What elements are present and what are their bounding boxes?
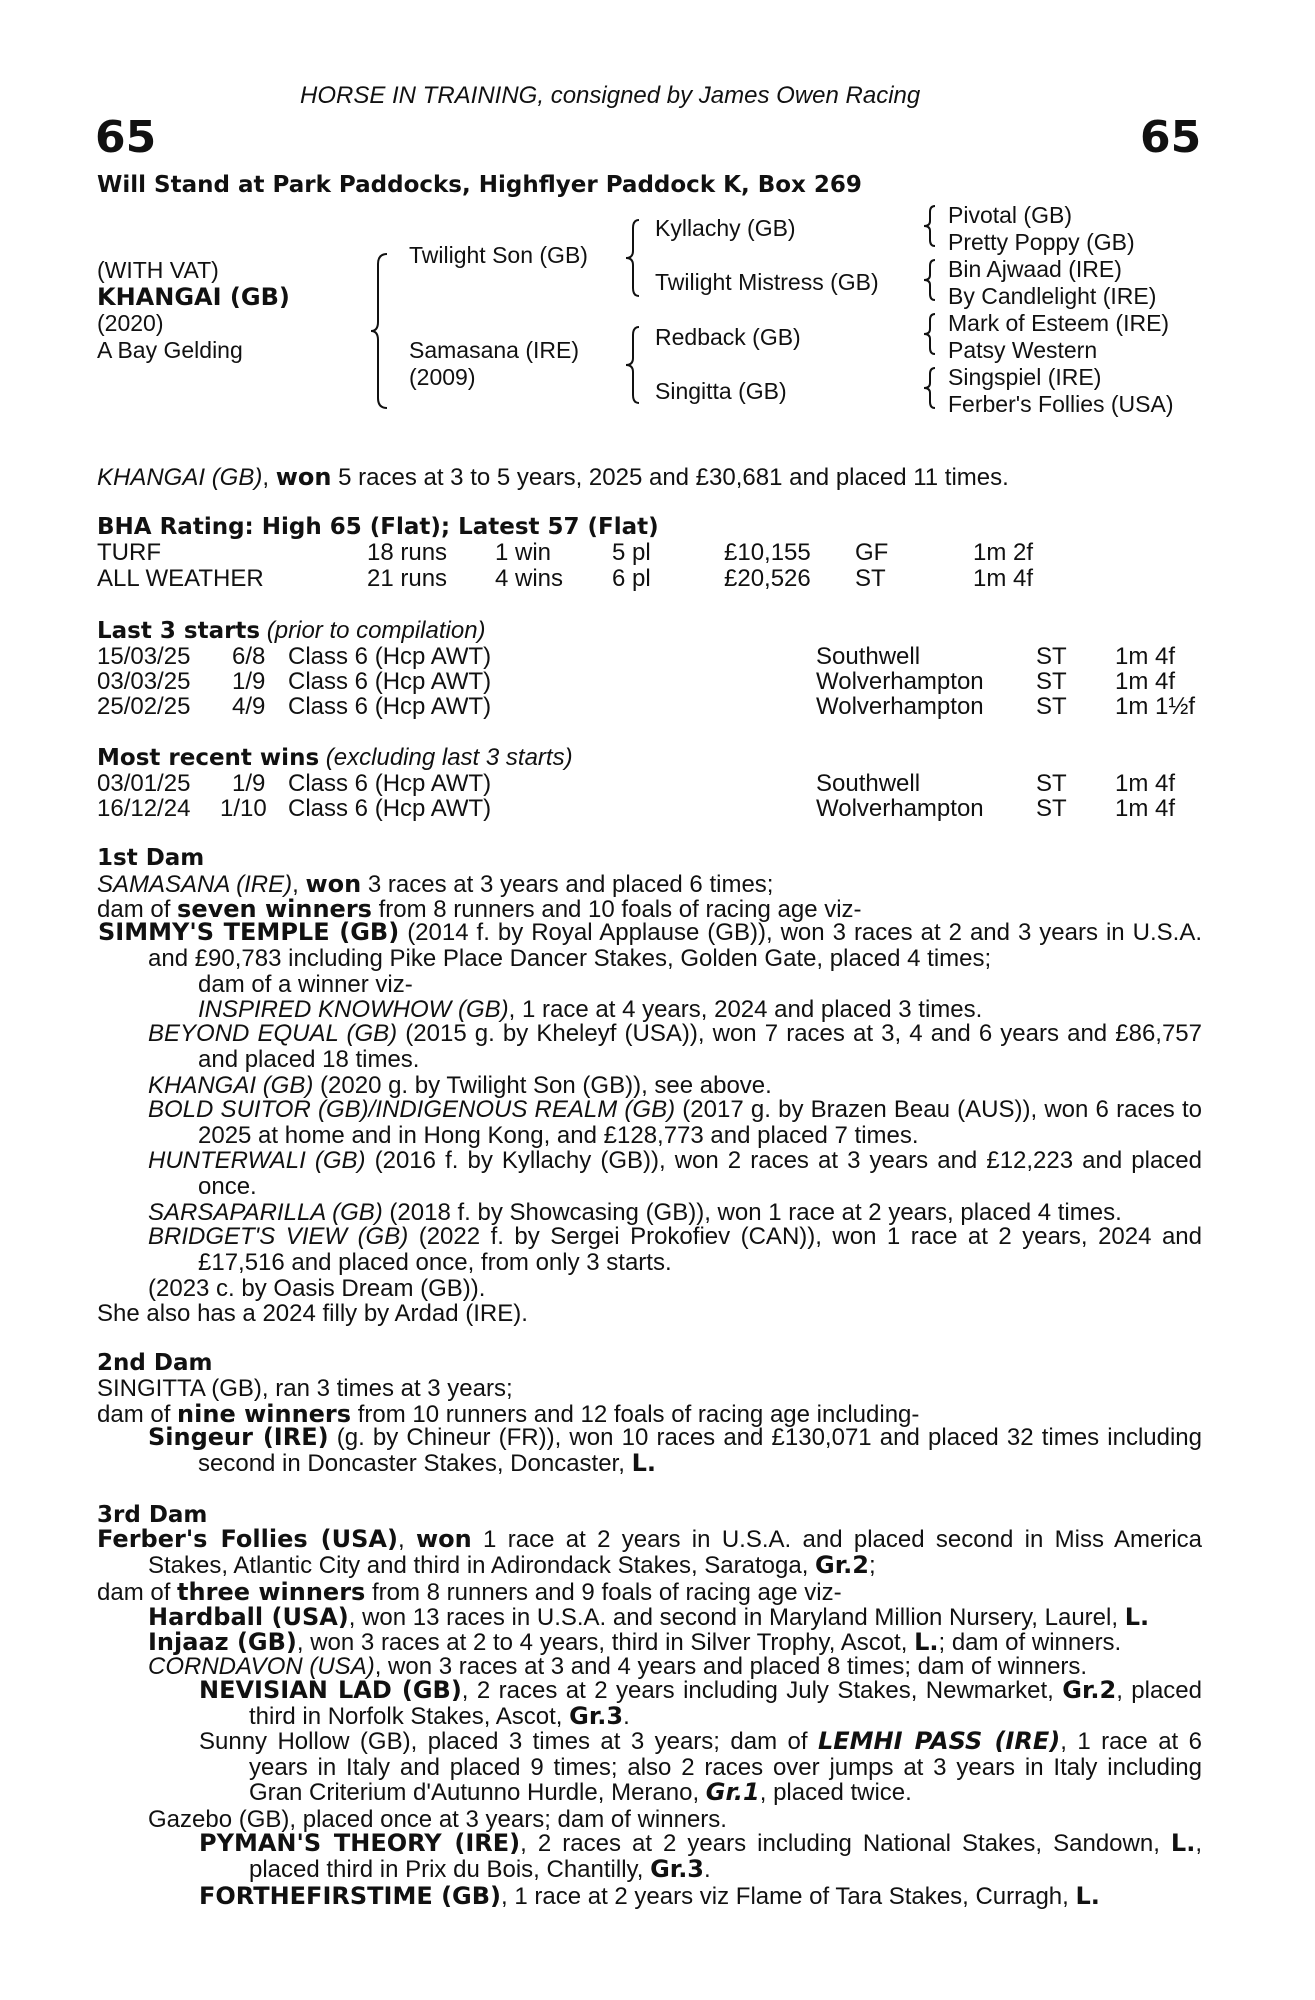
grandprogeny-end: , placed twice. (759, 1779, 912, 1806)
dam2-winners: nine winners (177, 1400, 352, 1428)
progeny-text: , won 13 races in U.S.A. and second in Maryland Million Nursery, Laurel, (348, 1604, 1125, 1631)
grandprogeny-name: PYMAN'S THEORY (IRE) (199, 1829, 521, 1857)
dam3-winners: three winners (177, 1578, 366, 1606)
rating-prize: £10,155 (724, 539, 811, 566)
grandprogeny-text2: , placed third in Norfolk Stakes, Ascot, (249, 1677, 1202, 1730)
last3-going: ST (1036, 643, 1067, 670)
progeny-name: Injaaz (GB) (148, 1628, 297, 1656)
dam3-name: Ferber's Follies (USA) (97, 1525, 398, 1553)
last3-class: Class 6 (Hcp AWT) (288, 668, 492, 695)
gen3-sds: Bin Ajwaad (IRE) (948, 256, 1122, 282)
progeny-text: (2020 g. by Twilight Son (GB)), see above. (313, 1072, 772, 1099)
group-mark: Gr.1 (705, 1778, 760, 1806)
recent-going: ST (1036, 770, 1067, 797)
grandprogeny-text: , 2 races at 2 years including July Stakes, Newmarket, (461, 1677, 1063, 1704)
gen3-dsd: Patsy Western (948, 337, 1098, 363)
progeny-text: (2022 f. by Sergei Prokofiev (CAN)), won 1 race at 2 years, 2024 and £17,516 and placed once, from only 3 starts. (198, 1223, 1202, 1276)
last3-position: 4/9 (232, 693, 266, 720)
rating-prize: £20,526 (724, 565, 811, 592)
recent-position: 1/10 (220, 795, 267, 822)
rating-surface: ALL WEATHER (97, 565, 264, 592)
progeny-singeur (148, 1423, 1203, 1477)
summary-won: won (275, 463, 332, 491)
grandprogeny-pymans-theory (199, 1829, 1202, 1883)
progeny-text: , won 3 races at 2 to 4 years, third in Silver Trophy, Ascot, (296, 1629, 915, 1656)
dam2-damof: dam of (97, 1401, 178, 1428)
dam2-line1: SINGITTA (GB), ran 3 times at 3 years; (97, 1375, 513, 1402)
progeny-name: SARSAPARILLA (GB) (148, 1199, 383, 1226)
grandprogeny-text: , 1 race at 4 years, 2024 and placed 3 times. (508, 996, 983, 1023)
group-mark: Gr.2 (1062, 1676, 1117, 1704)
gen3-brace-3 (923, 312, 939, 356)
progeny-bridgets-view (148, 1223, 1202, 1276)
progeny-name: Singeur (IRE) (148, 1423, 329, 1451)
last3-class: Class 6 (Hcp AWT) (288, 643, 492, 670)
sire-line-brace (625, 218, 645, 298)
dam3-damof: dam of (97, 1579, 178, 1606)
listed-mark: L. (631, 1448, 656, 1477)
dam3-sep: , (397, 1526, 416, 1553)
recent-class: Class 6 (Hcp AWT) (288, 770, 492, 797)
dam3-won: won (415, 1525, 472, 1553)
progeny-bold-suitor (148, 1096, 1203, 1149)
grandprogeny-text2: , placed third in Prix du Bois, Chantilly, (249, 1830, 1202, 1883)
recent-date: 03/01/25 (97, 770, 191, 797)
horse-year: (2020) (97, 310, 164, 336)
progeny-end: ; dam of winners. (938, 1629, 1122, 1656)
progeny-name: Hardball (USA) (148, 1603, 349, 1631)
rating-wins: 1 win (495, 539, 552, 566)
last3-distance: 1m 1½f (1115, 693, 1196, 720)
recent-distance: 1m 4f (1115, 770, 1176, 797)
rating-runs: 18 runs (367, 539, 448, 566)
dam1-sep: , (292, 871, 306, 898)
grandprogeny-name: FORTHEFIRSTIME (GB) (199, 1882, 502, 1910)
progeny-damof: dam of a winner viz- (198, 971, 413, 998)
last3-course: Southwell (816, 643, 921, 670)
last3-heading (97, 617, 486, 645)
dam1-name: SAMASANA (IRE) (97, 871, 293, 898)
group-mark: Gr.3 (569, 1701, 624, 1730)
grandprogeny-end: . (623, 1702, 630, 1730)
consignor-line: HORSE IN TRAINING, consigned by James Owen Racing (300, 82, 921, 109)
dam1-winners: seven winners (177, 895, 372, 923)
listed-mark: L. (1124, 1603, 1150, 1631)
gen3-brace-4 (923, 366, 939, 410)
rating-surface: TURF (97, 539, 161, 566)
dam-year: (2009) (409, 364, 476, 390)
summary-text: 5 races at 3 to 5 years, 2025 and £30,681 and placed 11 times. (331, 464, 1009, 491)
last3-date: 15/03/25 (97, 643, 191, 670)
rating-distance: 1m 2f (973, 539, 1034, 566)
gen3-ddd: Ferber's Follies (USA) (948, 391, 1174, 417)
rating-wins: 4 wins (495, 565, 564, 592)
lot-number-left: 65 (95, 112, 157, 163)
progeny-beyond-equal (148, 1020, 1203, 1073)
dam3-title: 3rd Dam (97, 1502, 208, 1528)
grandprogeny-end: . (704, 1855, 711, 1883)
last3-course: Wolverhampton (816, 668, 984, 695)
recent-position: 1/9 (232, 770, 266, 797)
listed-mark: L. (1075, 1882, 1100, 1910)
gen3-ssd: Pretty Poppy (GB) (948, 229, 1135, 255)
recent-title: Most recent wins (97, 745, 320, 771)
recent-heading (97, 744, 573, 772)
progeny-text: (2017 g. by Brazen Beau (AUS)), won 6 races to 2025 at home and in Hong Kong, and £128,773 and placed 7 times. (198, 1096, 1203, 1149)
gen3-brace-1 (923, 204, 939, 248)
dam1-record: 3 races at 3 years and placed 6 times; (361, 871, 774, 898)
recent-course: Wolverhampton (816, 795, 984, 822)
rating-placed: 5 pl (612, 539, 651, 566)
progeny-2023-colt: (2023 c. by Oasis Dream (GB)). (148, 1275, 486, 1302)
grandprogeny-name: NEVISIAN LAD (GB) (199, 1676, 462, 1704)
sire-dam: Twilight Mistress (GB) (655, 269, 879, 295)
dam1-2024-filly: She also has a 2024 filly by Ardad (IRE). (97, 1300, 528, 1327)
progeny-text: (2016 f. by Kyllachy (GB)), won 2 races at 3 years and £12,223 and placed once. (198, 1147, 1203, 1200)
progeny-name: CORNDAVON (USA) (148, 1653, 375, 1680)
rating-going: ST (855, 565, 886, 592)
progeny-name: KHANGAI (GB) (148, 1072, 314, 1099)
dam-sire: Redback (GB) (655, 324, 801, 350)
sire-dam-brace (370, 252, 390, 410)
stand-location: Will Stand at Park Paddocks, Highflyer Paddock K, Box 269 (97, 172, 862, 198)
dam1-runners: from 8 runners and 10 foals of racing age viz- (371, 896, 862, 923)
progeny-name: HUNTERWALI (GB) (148, 1147, 366, 1174)
listed-mark: L. (1170, 1829, 1196, 1857)
progeny-gazebo: Gazebo (GB), placed once at 3 years; dam of winners. (148, 1806, 727, 1833)
gen3-dss: Mark of Esteem (IRE) (948, 310, 1170, 336)
last3-title: Last 3 starts (97, 618, 261, 644)
progeny-text: (g. by Chineur (FR)), won 10 races and £130,071 and placed 32 times including second in Doncaster Stakes, Doncaster, (198, 1424, 1203, 1477)
great-grandprogeny-name: LEMHI PASS (IRE) (817, 1727, 1061, 1755)
gen3-brace-2 (923, 258, 939, 302)
grandprogeny-text: , 2 races at 2 years including National Stakes, Sandown, (520, 1830, 1171, 1857)
gen3-dds: Singspiel (IRE) (948, 364, 1102, 390)
dam2-title: 2nd Dam (97, 1350, 213, 1376)
rating-going: GF (855, 539, 889, 566)
progeny-name: BRIDGET'S VIEW (GB) (148, 1223, 409, 1250)
dam2-runners: from 10 runners and 12 foals of racing age including- (351, 1401, 920, 1428)
grandprogeny-forthefirstime (199, 1882, 1100, 1911)
horse-name: KHANGAI (GB) (97, 283, 290, 311)
dam3-runners: from 8 runners and 9 foals of racing age viz- (365, 1579, 842, 1606)
last3-position: 6/8 (232, 643, 266, 670)
last3-distance: 1m 4f (1115, 668, 1176, 695)
grandprogeny-text: , 1 race at 2 years viz Flame of Tara Stakes, Curragh, (501, 1883, 1076, 1910)
recent-class: Class 6 (Hcp AWT) (288, 795, 492, 822)
rating-distance: 1m 4f (973, 565, 1034, 592)
gen3-sdd: By Candlelight (IRE) (948, 283, 1157, 309)
last3-date: 25/02/25 (97, 693, 191, 720)
dam-dam: Singitta (GB) (655, 378, 787, 404)
group-mark: Gr.2 (815, 1550, 869, 1579)
recent-distance: 1m 4f (1115, 795, 1176, 822)
recent-going: ST (1036, 795, 1067, 822)
dam1-damof: dam of (97, 896, 178, 923)
sire-sire: Kyllachy (GB) (655, 215, 796, 241)
dam: Samasana (IRE) (409, 337, 580, 363)
horse-description: A Bay Gelding (97, 337, 243, 363)
lot-number-right: 65 (1140, 112, 1202, 163)
grandprogeny-sunny-hollow (199, 1727, 1203, 1806)
progeny-simmys-temple (98, 920, 1202, 971)
rating-runs: 21 runs (367, 565, 448, 592)
progeny-text: (2018 f. by Showcasing (GB)), won 1 race at 2 years, placed 4 times. (382, 1199, 1122, 1226)
last3-class: Class 6 (Hcp AWT) (288, 693, 492, 720)
rating-placed: 6 pl (612, 565, 651, 592)
last3-distance: 1m 4f (1115, 643, 1176, 670)
last3-position: 1/9 (232, 668, 266, 695)
listed-mark: L. (914, 1628, 939, 1656)
last3-going: ST (1036, 668, 1067, 695)
grandprogeny-nevisian-lad (199, 1676, 1202, 1730)
recent-subtitle: (excluding last 3 starts) (319, 744, 573, 771)
vat-note: (WITH VAT) (97, 257, 219, 283)
progeny-text: , won 3 races at 3 and 4 years and placed 8 times; dam of winners. (374, 1653, 1088, 1680)
grandprogeny-name: INSPIRED KNOWHOW (GB) (198, 996, 509, 1023)
dam3-end: ; (868, 1551, 876, 1579)
recent-date: 16/12/24 (97, 795, 191, 822)
group-mark: Gr.3 (650, 1854, 705, 1883)
progeny-name: BOLD SUITOR (GB)/INDIGENOUS REALM (GB) (148, 1096, 676, 1123)
recent-course: Southwell (816, 770, 921, 797)
progeny-name: BEYOND EQUAL (GB) (148, 1020, 398, 1047)
last3-going: ST (1036, 693, 1067, 720)
last3-course: Wolverhampton (816, 693, 984, 720)
race-summary: KHANGAI (GB), won 5 races at 3 to 5 years, 2025 and £30,681 and placed 11 times. (97, 463, 1009, 491)
last3-subtitle: (prior to compilation) (260, 617, 486, 644)
dam1-title: 1st Dam (97, 845, 205, 871)
progeny-text: (2015 g. by Kheleyf (USA)), won 7 races at 3, 4 and 6 years and £86,757 and placed 18 times. (198, 1020, 1203, 1073)
gen3-sss: Pivotal (GB) (948, 202, 1072, 228)
last3-date: 03/03/25 (97, 668, 191, 695)
progeny-name: SIMMY'S TEMPLE (GB) (98, 918, 400, 946)
grandprogeny-text2: , 1 race at 6 years in Italy and placed 9 times; also 2 races over jumps at 3 years in Italy including Gran Criterium d'Autunno Hurdle, Merano, (249, 1728, 1203, 1806)
dam-line-brace (625, 325, 645, 405)
progeny-hunterwali (148, 1147, 1203, 1200)
sire: Twilight Son (GB) (409, 242, 588, 268)
dam3-line1 (97, 1525, 1203, 1579)
dam1-won: won (305, 870, 362, 898)
grandprogeny-text: Sunny Hollow (GB), placed 3 times at 3 years; dam of (199, 1728, 818, 1755)
summary-horse-name: KHANGAI (GB) (97, 464, 263, 491)
bha-rating-title: BHA Rating: High 65 (Flat); Latest 57 (Flat) (97, 514, 659, 540)
dam3-record: 1 race at 2 years in U.S.A. and placed second in Miss America Stakes, Atlantic City and third in Adirondack Stakes, Saratoga, (148, 1526, 1203, 1579)
progeny-text: (2014 f. by Royal Applause (GB)), won 3 races at 2 and 3 years in U.S.A. and £90,783 including Pike Place Dancer Stakes, Golden Gate, placed 4 times; (148, 919, 1202, 972)
